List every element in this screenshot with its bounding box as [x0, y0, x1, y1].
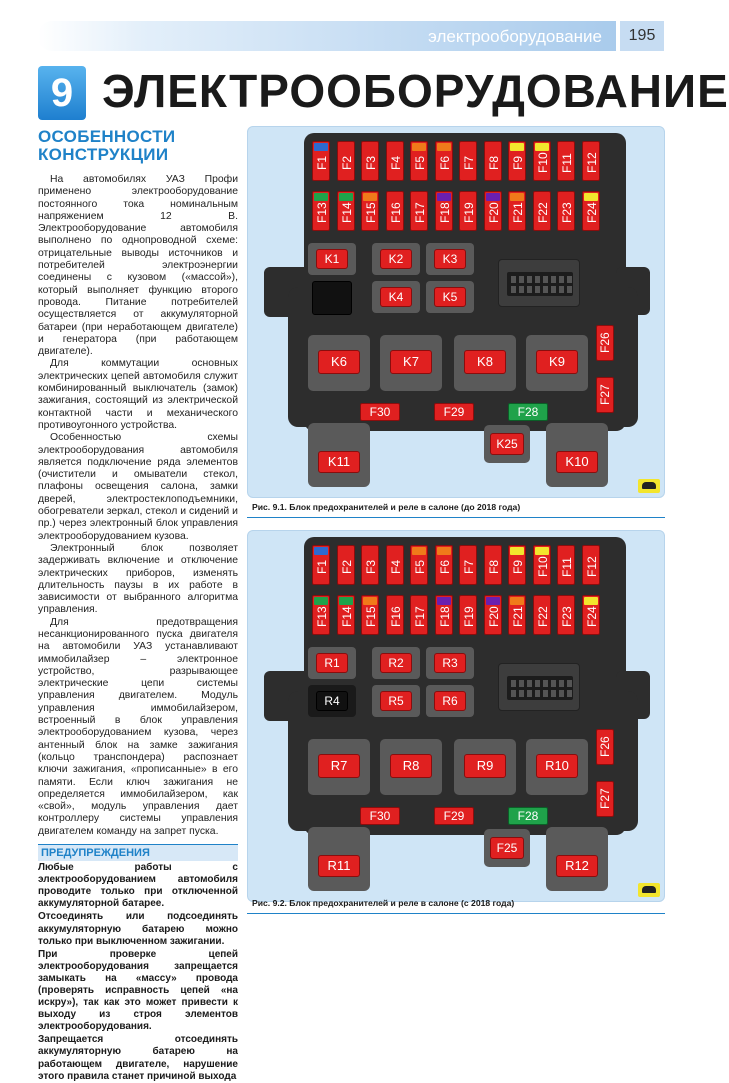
- fuse: F29: [434, 403, 474, 421]
- fuse: [410, 545, 428, 585]
- section-heading-line-2: КОНСТРУКЦИИ: [38, 145, 169, 164]
- fuse: [596, 325, 614, 361]
- relay: [426, 243, 474, 275]
- relay-label: R8: [390, 754, 432, 778]
- connector-pins: [507, 272, 573, 296]
- fuse-label: F8: [486, 156, 501, 171]
- fuse: [459, 545, 477, 585]
- relay-label: K11: [318, 451, 360, 473]
- relay: [454, 335, 516, 391]
- fuse: [337, 141, 355, 181]
- fuse: [435, 595, 453, 635]
- fuse: [557, 141, 575, 181]
- relay: [380, 335, 442, 391]
- fuse-label: F15: [364, 202, 378, 224]
- fuse-label: F16: [388, 202, 403, 224]
- relay: [372, 281, 420, 313]
- relay-label: R9: [464, 754, 506, 778]
- figure-caption: Рис. 9.1. Блок предохранителей и реле в салоне (до 2018 года): [252, 502, 521, 512]
- fuse: [533, 595, 551, 635]
- relay: [308, 739, 370, 795]
- fuse-label: F11: [560, 557, 574, 577]
- fuse-label: F23: [560, 606, 574, 628]
- fuse-label: F19: [462, 202, 476, 224]
- relay-label: R3: [434, 653, 466, 673]
- relay-label: R5: [380, 691, 412, 711]
- fuse-label: F20: [486, 606, 501, 628]
- caption-rule: [247, 913, 665, 914]
- relay-label: K25: [490, 433, 524, 455]
- relay: [308, 423, 370, 487]
- fuse: [361, 545, 379, 585]
- relay: [308, 243, 356, 275]
- fuse: [582, 191, 600, 231]
- fuse: [337, 545, 355, 585]
- relay-label: K9: [536, 350, 578, 374]
- fuse-label: F10: [535, 556, 550, 578]
- fuse-label: F24: [584, 606, 599, 628]
- fuse: [361, 595, 379, 635]
- fuse: F30: [360, 807, 400, 825]
- fuse: [459, 191, 477, 231]
- figure-fuse-box-before-2018: [247, 126, 665, 498]
- fuse: [533, 545, 551, 585]
- fuse-label: F27: [598, 788, 612, 810]
- figure-caption: Рис. 9.2. Блок предохранителей и реле в салоне (с 2018 года): [252, 898, 515, 908]
- paragraph: Особенностью схемы электрооборудования автомобиля является подключение ряда элементов (очистители и омыватели стекол, плафоны освещения салона, замки дверей, электростеклоподъемники, обогреватели зеркал, стекол и сидений и пр.) через электронный блок управления электрооборудованием кузова.: [38, 432, 238, 542]
- fuse-label: F17: [413, 202, 427, 224]
- paragraph: Электронный блок позволяет задерживать включение и отключение электрических приборов, изменять длительность паузы в их работе в зависимости от выбранного алгоритма управления.: [38, 542, 238, 616]
- relay-label: R12: [556, 855, 598, 877]
- fuse: F28: [508, 807, 548, 825]
- running-header: [38, 21, 616, 51]
- chapter-title: ЭЛЕКТРООБОРУДОВАНИЕ: [102, 65, 729, 117]
- fuse-label: F18: [437, 606, 452, 628]
- fuse: [508, 595, 526, 635]
- fuse-label: F2: [339, 560, 354, 575]
- fuse: [508, 545, 526, 585]
- fuse-label: F21: [511, 202, 525, 224]
- fuse-label: F17: [413, 606, 427, 628]
- relay: [308, 827, 370, 891]
- relay: [526, 335, 588, 391]
- paragraph: На автомобилях УАЗ Профи применено электрооборудование постоянного тока номинальным напряжением 12 В. Электрооборудование автомобиля выполнено по однопроводной схеме: отрицательные выводы источников и потребителей электроэнергии соединены с кузовом («массой»), который выполняет функцию второго провода. Питание потребителей осуществляется от аккумуляторной батареи (при неработающем двигателе) и генератора (при работающем двигателе).: [38, 174, 238, 358]
- fuse-label: F27: [598, 384, 612, 406]
- running-header-section: электрооборудование: [428, 27, 602, 46]
- relay: [426, 281, 474, 313]
- fuse: [386, 545, 404, 585]
- fuse: [386, 141, 404, 181]
- fuse: [361, 141, 379, 181]
- fuse: [596, 377, 614, 413]
- relay-label: K2: [380, 249, 412, 269]
- fuse: [410, 141, 428, 181]
- warning-item: Любые работы с электрооборудованием автомобиля проводите только при отключенной аккумуляторной батарее.: [38, 862, 238, 910]
- fuse-label: F12: [584, 556, 599, 578]
- relay-label: R2: [380, 653, 412, 673]
- fuse: [361, 191, 379, 231]
- fuse: [557, 545, 575, 585]
- fuse-label: F10: [535, 152, 550, 174]
- fuse-label: F7: [462, 560, 476, 575]
- relay: [484, 829, 530, 867]
- fuse: [484, 595, 502, 635]
- relay-label: R4: [316, 691, 348, 711]
- fuse-label: F22: [535, 202, 550, 224]
- fuse: [596, 781, 614, 817]
- fuse: [386, 191, 404, 231]
- warning-item: При проверке цепей электрооборудования запрещается замыкать на «массу» провода (проверять исправность цепей «на искру»), так как это может привести к выходу из строя элементов электрооборудования.: [38, 948, 238, 1033]
- fuse-label: F13: [315, 202, 329, 224]
- relay-label: K10: [556, 451, 598, 473]
- section-heading-line-1: ОСОБЕННОСТИ: [38, 127, 176, 146]
- fuse-label: F13: [315, 606, 329, 628]
- fuse-label: F1: [315, 156, 329, 171]
- fuse: [582, 545, 600, 585]
- fuse-label: F6: [437, 560, 452, 575]
- fuse-label: F24: [584, 202, 599, 224]
- fuse-label: F9: [511, 156, 525, 171]
- fuse-label: F18: [437, 202, 452, 224]
- relay-label: K7: [390, 350, 432, 374]
- relay: [426, 647, 474, 679]
- relay-label: F25: [490, 837, 524, 859]
- fuse-label: F23: [560, 202, 574, 224]
- fuse: [596, 729, 614, 765]
- fuse-box-diagram: [248, 531, 666, 903]
- relay-label: R1: [316, 653, 348, 673]
- car-icon: [638, 883, 660, 897]
- relay: [454, 739, 516, 795]
- section-heading: [38, 128, 238, 164]
- fuse-label: F22: [535, 606, 550, 628]
- fuse: F29: [434, 807, 474, 825]
- paragraph: Для предотвращения несанкционированного пуска двигателя на автомобили УАЗ устанавливают иммобилайзер – электронное устройство, разрывающее электрические цепи системы управления двигателем. Модуль управления иммобилайзером, встроенный в блок управления электрооборудованием кузова, через антенный блок на замке зажигания (кольцо транспондера) распознает ключи зажигания, «прописанные» в его памяти. Если ключ зажигания не определяется иммобилайзером, как «свой», модуль управления дает контроллеру системы управления двигателем команду на запрет пуска.: [38, 616, 238, 837]
- fuse-label: F9: [511, 560, 525, 575]
- caption-rule: [247, 517, 665, 518]
- fuse: [435, 191, 453, 231]
- wiring-connector: [498, 259, 580, 307]
- fuse-box-diagram: [248, 127, 666, 499]
- fuse: F28: [508, 403, 548, 421]
- fuse: [410, 595, 428, 635]
- warning-item: Запрещается отсоединять аккумуляторную батарею на работающем двигателе, нарушение этого правила станет причиной выхода: [38, 1034, 238, 1082]
- relay: [372, 243, 420, 275]
- relay-label: R6: [434, 691, 466, 711]
- fuse: [508, 141, 526, 181]
- fuse-label: F15: [364, 606, 378, 628]
- fuse: [459, 595, 477, 635]
- relay-label: K5: [434, 287, 466, 307]
- fuse-label: F6: [437, 156, 452, 171]
- warnings-heading: ПРЕДУПРЕЖДЕНИЯ: [38, 844, 238, 861]
- relay: [546, 423, 608, 487]
- relay-label: R7: [318, 754, 360, 778]
- fuse-label: F3: [364, 560, 378, 575]
- fuse: [459, 141, 477, 181]
- relay: [546, 827, 608, 891]
- fuse-label: F5: [413, 156, 427, 171]
- fuse-label: F1: [315, 560, 329, 575]
- empty-relay-socket: [312, 281, 352, 315]
- fuse-label: F8: [486, 560, 501, 575]
- fuse: [484, 141, 502, 181]
- paragraph: Для коммутации основных электрических цепей автомобиля служит комбинированный выключатель (замок) зажигания, состоящий из электрической контактной части и механического противоугонного устройства.: [38, 358, 238, 431]
- fuse-label: F5: [413, 560, 427, 575]
- relay-label: K3: [434, 249, 466, 269]
- relay: [308, 335, 370, 391]
- fuse-label: F4: [388, 156, 403, 171]
- fuse-label: F3: [364, 156, 378, 171]
- relay: [380, 739, 442, 795]
- relay-label: K1: [316, 249, 348, 269]
- relay: [308, 685, 356, 717]
- fuse-label: F11: [560, 153, 574, 173]
- fuse-label: F12: [584, 152, 599, 174]
- wiring-connector: [498, 663, 580, 711]
- relay-label: R11: [318, 855, 360, 877]
- relay: [484, 425, 530, 463]
- fuse: [337, 595, 355, 635]
- fuse-label: F14: [339, 606, 354, 628]
- fuse-label: F20: [486, 202, 501, 224]
- fuse: [312, 595, 330, 635]
- fuse: F30: [360, 403, 400, 421]
- fuse: [337, 191, 355, 231]
- fuse: [312, 545, 330, 585]
- fuse-label: F19: [462, 606, 476, 628]
- relay: [308, 647, 356, 679]
- fuse: [484, 191, 502, 231]
- fuse: [435, 141, 453, 181]
- text-column: [38, 128, 238, 1083]
- fuse: [435, 545, 453, 585]
- fuse: [386, 595, 404, 635]
- fuse: [557, 595, 575, 635]
- fuse: [410, 191, 428, 231]
- chapter-number: 9: [38, 66, 86, 120]
- fuse-label: F26: [598, 332, 612, 354]
- warning-item: Отсоединять или подсоединять аккумуляторную батарею можно только при выключенном зажигании.: [38, 911, 238, 947]
- relay: [372, 685, 420, 717]
- relay-label: R10: [536, 754, 578, 778]
- fuse-label: F7: [462, 156, 476, 171]
- fuse: [533, 191, 551, 231]
- fuse: [582, 595, 600, 635]
- relay: [526, 739, 588, 795]
- fuse: [484, 545, 502, 585]
- connector-pins: [507, 676, 573, 700]
- relay: [372, 647, 420, 679]
- relay: [426, 685, 474, 717]
- fuse: [508, 191, 526, 231]
- relay-label: K6: [318, 350, 360, 374]
- fuse: [312, 191, 330, 231]
- fuse-label: F26: [598, 736, 612, 758]
- fuse: [557, 191, 575, 231]
- car-icon: [638, 479, 660, 493]
- fuse-label: F4: [388, 560, 403, 575]
- fuse: [582, 141, 600, 181]
- fuse-label: F21: [511, 606, 525, 628]
- figure-fuse-box-since-2018: [247, 530, 665, 902]
- fuse-label: F14: [339, 202, 354, 224]
- fuse-label: F16: [388, 606, 403, 628]
- fuse: [312, 141, 330, 181]
- page-number: 195: [620, 21, 664, 51]
- relay-label: K8: [464, 350, 506, 374]
- fuse-label: F2: [339, 156, 354, 171]
- relay-label: K4: [380, 287, 412, 307]
- fuse: [533, 141, 551, 181]
